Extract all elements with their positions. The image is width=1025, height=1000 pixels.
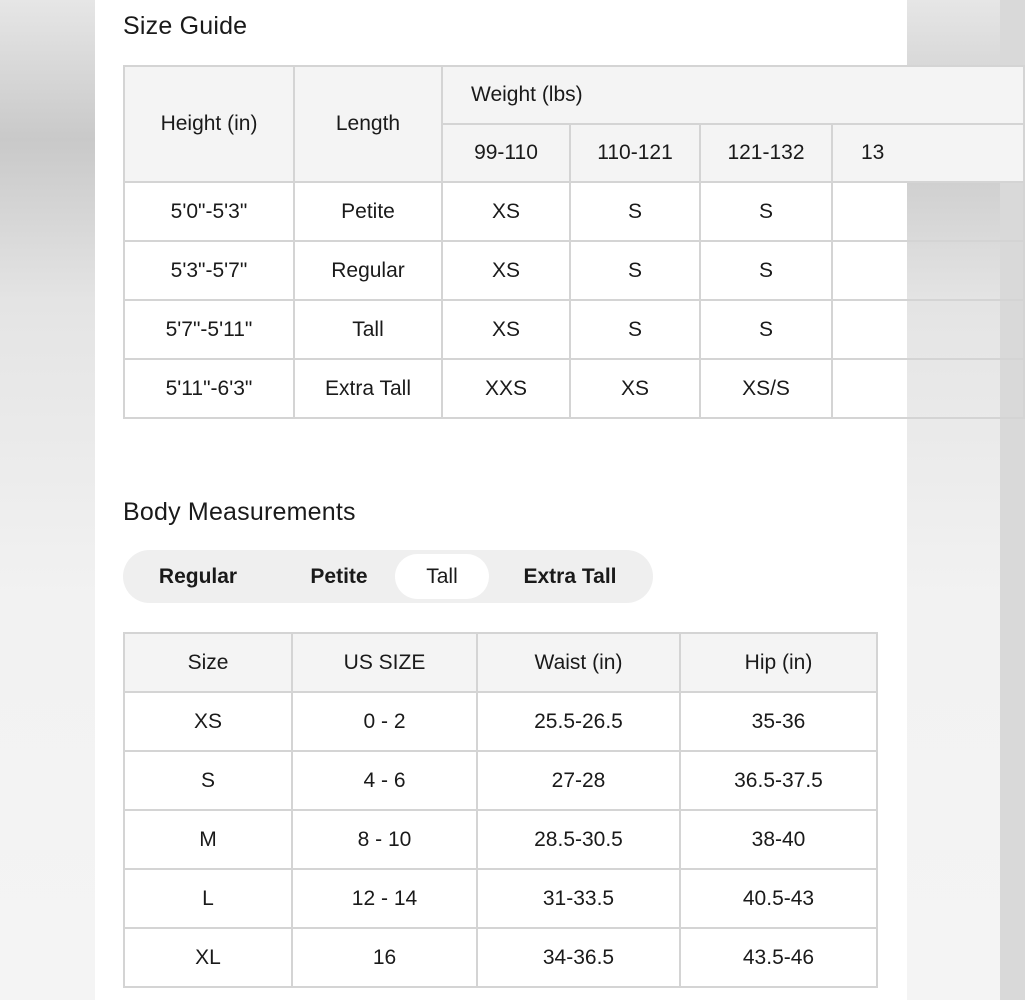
measurements-table — [123, 632, 878, 988]
header-weight: Weight (lbs) — [442, 66, 1024, 124]
us-size-cell: 16 — [292, 928, 477, 987]
hip-cell: 35-36 — [680, 692, 877, 751]
size-cell: XS — [442, 241, 570, 300]
table-row — [124, 692, 877, 751]
length-tabs — [123, 550, 653, 603]
size-cell: XS — [570, 359, 700, 418]
header-us-size: US SIZE — [292, 633, 477, 692]
size-cell: XL — [124, 928, 292, 987]
size-cell: S — [570, 241, 700, 300]
size-cell: S — [700, 241, 832, 300]
size-cell: S — [124, 751, 292, 810]
table-row — [124, 300, 1024, 359]
size-cell: L — [124, 869, 292, 928]
size-cell: XS — [442, 300, 570, 359]
height-cell: 5'11"-6'3" — [124, 359, 294, 418]
height-cell: 5'0"-5'3" — [124, 182, 294, 241]
hip-cell: 43.5-46 — [680, 928, 877, 987]
length-cell: Tall — [294, 300, 442, 359]
length-cell: Regular — [294, 241, 442, 300]
size-cell: XS — [124, 692, 292, 751]
header-length: Length — [294, 66, 442, 182]
hip-cell: 36.5-37.5 — [680, 751, 877, 810]
body-measurements-title: Body Measurements — [123, 498, 356, 526]
us-size-cell: 4 - 6 — [292, 751, 477, 810]
size-cell: S — [570, 300, 700, 359]
us-size-cell: 8 - 10 — [292, 810, 477, 869]
header-height: Height (in) — [124, 66, 294, 182]
tab-tall[interactable]: Tall — [395, 554, 489, 599]
size-guide-table — [123, 65, 1025, 419]
size-cell — [832, 241, 1024, 300]
table-row — [124, 751, 877, 810]
size-cell: M — [124, 810, 292, 869]
weight-range-header: 110-121 — [570, 124, 700, 182]
table-row — [124, 928, 877, 987]
table-row — [124, 869, 877, 928]
weight-range-header: 121-132 — [700, 124, 832, 182]
tab-extra-tall[interactable]: Extra Tall — [523, 565, 617, 588]
size-cell: S — [700, 182, 832, 241]
size-guide-table-scroll[interactable] — [123, 65, 885, 423]
waist-cell: 34-36.5 — [477, 928, 680, 987]
table-row — [124, 810, 877, 869]
size-cell: XS — [442, 182, 570, 241]
height-cell: 5'3"-5'7" — [124, 241, 294, 300]
size-cell: S — [570, 182, 700, 241]
table-row — [124, 182, 1024, 241]
waist-cell: 25.5-26.5 — [477, 692, 680, 751]
hip-cell: 40.5-43 — [680, 869, 877, 928]
header-hip: Hip (in) — [680, 633, 877, 692]
length-cell: Petite — [294, 182, 442, 241]
size-guide-title: Size Guide — [123, 12, 248, 40]
header-waist: Waist (in) — [477, 633, 680, 692]
weight-range-header: 99-110 — [442, 124, 570, 182]
waist-cell: 28.5-30.5 — [477, 810, 680, 869]
size-cell: XXS — [442, 359, 570, 418]
background-left — [0, 0, 95, 1000]
size-cell: S — [700, 300, 832, 359]
table-row — [124, 359, 1024, 418]
header-size: Size — [124, 633, 292, 692]
weight-range-header: 13 — [832, 124, 1024, 182]
us-size-cell: 12 - 14 — [292, 869, 477, 928]
size-guide-panel — [95, 0, 907, 1000]
size-cell — [832, 300, 1024, 359]
size-cell — [832, 182, 1024, 241]
size-cell: XS/S — [700, 359, 832, 418]
height-cell: 5'7"-5'11" — [124, 300, 294, 359]
waist-cell: 27-28 — [477, 751, 680, 810]
tab-petite[interactable]: Petite — [310, 565, 368, 588]
tab-regular[interactable]: Regular — [158, 565, 238, 588]
hip-cell: 38-40 — [680, 810, 877, 869]
size-cell — [832, 359, 1024, 418]
waist-cell: 31-33.5 — [477, 869, 680, 928]
table-row — [124, 241, 1024, 300]
length-cell: Extra Tall — [294, 359, 442, 418]
us-size-cell: 0 - 2 — [292, 692, 477, 751]
